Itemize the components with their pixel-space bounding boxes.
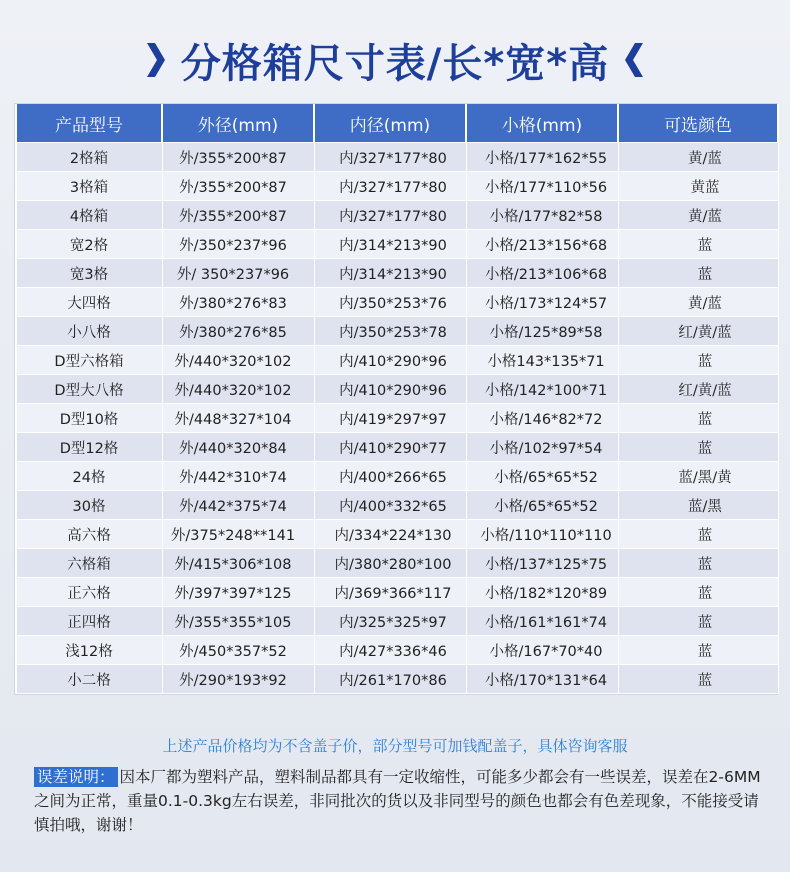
cell-inner: 内/427*336*46 <box>314 636 466 665</box>
cell-compartment: 小格/182*120*89 <box>466 578 618 607</box>
cell-color: 黄/蓝 <box>618 201 778 230</box>
cell-outer: 外/415*306*108 <box>162 549 314 578</box>
cell-inner: 内/314*213*90 <box>314 230 466 259</box>
cell-compartment: 小格/161*161*74 <box>466 607 618 636</box>
cell-inner: 内/400*332*65 <box>314 491 466 520</box>
cell-compartment: 小格/125*89*58 <box>466 317 618 346</box>
size-table <box>15 104 779 694</box>
cell-color: 蓝 <box>618 607 778 636</box>
cell-outer: 外/440*320*84 <box>162 433 314 462</box>
cell-model: 宽2格 <box>16 230 162 259</box>
cell-compartment: 小格143*135*71 <box>466 346 618 375</box>
cell-color: 蓝 <box>618 549 778 578</box>
cell-compartment: 小格/177*82*58 <box>466 201 618 230</box>
cell-outer: 外/448*327*104 <box>162 404 314 433</box>
cell-compartment: 小格/146*82*72 <box>466 404 618 433</box>
cell-model: 正六格 <box>16 578 162 607</box>
cell-color: 蓝 <box>618 520 778 549</box>
cell-color: 黄/蓝 <box>618 143 778 172</box>
table-row <box>16 636 778 665</box>
cell-model: D型六格箱 <box>16 346 162 375</box>
cell-model: 大四格 <box>16 288 162 317</box>
cell-compartment: 小格/173*124*57 <box>466 288 618 317</box>
cell-inner: 内/350*253*78 <box>314 317 466 346</box>
table-row <box>16 607 778 636</box>
cell-compartment: 小格/137*125*75 <box>466 549 618 578</box>
cell-model: 30格 <box>16 491 162 520</box>
cell-outer: 外/375*248**141 <box>162 520 314 549</box>
size-table-container <box>14 103 778 695</box>
cell-color: 蓝 <box>618 259 778 288</box>
cell-compartment: 小格/65*65*52 <box>466 462 618 491</box>
cell-inner: 内/350*253*76 <box>314 288 466 317</box>
cell-compartment: 小格/110*110*110 <box>466 520 618 549</box>
table-body <box>16 143 778 694</box>
cell-inner: 内/327*177*80 <box>314 172 466 201</box>
table-row <box>16 172 778 201</box>
cell-inner: 内/419*297*97 <box>314 404 466 433</box>
cell-color: 黄/蓝 <box>618 288 778 317</box>
cell-color: 蓝 <box>618 404 778 433</box>
cell-compartment: 小格/177*110*56 <box>466 172 618 201</box>
cell-inner: 内/327*177*80 <box>314 143 466 172</box>
cell-outer: 外/440*320*102 <box>162 346 314 375</box>
cell-outer: 外/355*200*87 <box>162 143 314 172</box>
cell-inner: 内/380*280*100 <box>314 549 466 578</box>
cell-compartment: 小格/213*106*68 <box>466 259 618 288</box>
cell-model: 正四格 <box>16 607 162 636</box>
cell-model: 小八格 <box>16 317 162 346</box>
table-row <box>16 143 778 172</box>
table-row <box>16 549 778 578</box>
cell-model: 小二格 <box>16 665 162 694</box>
cell-color: 红/黄/蓝 <box>618 375 778 404</box>
table-row <box>16 578 778 607</box>
cell-outer: 外/442*375*74 <box>162 491 314 520</box>
cell-inner: 内/261*170*86 <box>314 665 466 694</box>
cell-color: 蓝/黑 <box>618 491 778 520</box>
cell-compartment: 小格/213*156*68 <box>466 230 618 259</box>
cell-inner: 内/327*177*80 <box>314 201 466 230</box>
cell-compartment: 小格/142*100*71 <box>466 375 618 404</box>
cell-inner: 内/325*325*97 <box>314 607 466 636</box>
table-row <box>16 375 778 404</box>
cell-color: 蓝 <box>618 230 778 259</box>
header-model: 产品型号 <box>16 104 162 143</box>
double-chevron-right-icon <box>145 39 167 81</box>
cell-model: 4格箱 <box>16 201 162 230</box>
table-row <box>16 230 778 259</box>
table-row <box>16 491 778 520</box>
table-row <box>16 259 778 288</box>
cell-outer: 外/442*310*74 <box>162 462 314 491</box>
cell-compartment: 小格/65*65*52 <box>466 491 618 520</box>
cell-inner: 内/410*290*96 <box>314 346 466 375</box>
cell-outer: 外/380*276*83 <box>162 288 314 317</box>
cell-inner: 内/314*213*90 <box>314 259 466 288</box>
cell-outer: 外/397*397*125 <box>162 578 314 607</box>
cell-model: 3格箱 <box>16 172 162 201</box>
cell-compartment: 小格/170*131*64 <box>466 665 618 694</box>
tolerance-note <box>34 765 764 837</box>
cell-outer: 外/350*237*96 <box>162 230 314 259</box>
cell-compartment: 小格/102*97*54 <box>466 433 618 462</box>
table-row <box>16 462 778 491</box>
title-bar <box>0 30 790 90</box>
header-color: 可选颜色 <box>618 104 778 143</box>
cell-outer: 外/ 350*237*96 <box>162 259 314 288</box>
cell-color: 蓝 <box>618 433 778 462</box>
double-chevron-left-icon <box>623 39 645 81</box>
cell-color: 蓝 <box>618 578 778 607</box>
cell-inner: 内/334*224*130 <box>314 520 466 549</box>
cell-model: 浅12格 <box>16 636 162 665</box>
cell-compartment: 小格/177*162*55 <box>466 143 618 172</box>
header-inner: 内径(mm) <box>314 104 466 143</box>
cell-outer: 外/440*320*102 <box>162 375 314 404</box>
lid-notice: 上述产品价格均为不含盖子价，部分型号可加钱配盖子，具体咨询客服 <box>162 737 628 755</box>
table-header-row <box>16 104 778 143</box>
header-outer: 外径(mm) <box>162 104 314 143</box>
cell-color: 蓝 <box>618 346 778 375</box>
tolerance-note-text: 因本厂都为塑料产品，塑料制品都具有一定收缩性，可能多少都会有一些误差，误差在2-6MM之间为正常，重量0.1-0.3kg左右误差，非同批次的货以及非同型号的颜色也都会有色差现象，不能接受请慎拍哦，谢谢！ <box>34 768 761 834</box>
table-row <box>16 665 778 694</box>
cell-model: D型12格 <box>16 433 162 462</box>
table-row <box>16 520 778 549</box>
cell-color: 黄蓝 <box>618 172 778 201</box>
table-row <box>16 288 778 317</box>
cell-color: 蓝/黑/黄 <box>618 462 778 491</box>
cell-model: D型大八格 <box>16 375 162 404</box>
cell-outer: 外/380*276*85 <box>162 317 314 346</box>
cell-color: 蓝 <box>618 636 778 665</box>
table-row <box>16 201 778 230</box>
cell-color: 红/黄/蓝 <box>618 317 778 346</box>
tolerance-note-label: 误差说明： <box>34 767 118 787</box>
cell-inner: 内/400*266*65 <box>314 462 466 491</box>
header-cell: 小格(mm) <box>466 104 618 143</box>
cell-inner: 内/410*290*96 <box>314 375 466 404</box>
table-row <box>16 404 778 433</box>
page-title: 分格箱尺寸表/长*宽*高 <box>180 40 610 87</box>
cell-outer: 外/355*200*87 <box>162 201 314 230</box>
table-row <box>16 433 778 462</box>
cell-inner: 内/369*366*117 <box>314 578 466 607</box>
table-row <box>16 317 778 346</box>
cell-model: 2格箱 <box>16 143 162 172</box>
table-row <box>16 346 778 375</box>
cell-outer: 外/355*355*105 <box>162 607 314 636</box>
cell-model: 24格 <box>16 462 162 491</box>
cell-color: 蓝 <box>618 665 778 694</box>
cell-outer: 外/450*357*52 <box>162 636 314 665</box>
cell-model: 六格箱 <box>16 549 162 578</box>
cell-compartment: 小格/167*70*40 <box>466 636 618 665</box>
cell-outer: 外/290*193*92 <box>162 665 314 694</box>
cell-model: D型10格 <box>16 404 162 433</box>
cell-outer: 外/355*200*87 <box>162 172 314 201</box>
cell-model: 宽3格 <box>16 259 162 288</box>
cell-model: 高六格 <box>16 520 162 549</box>
cell-inner: 内/410*290*77 <box>314 433 466 462</box>
